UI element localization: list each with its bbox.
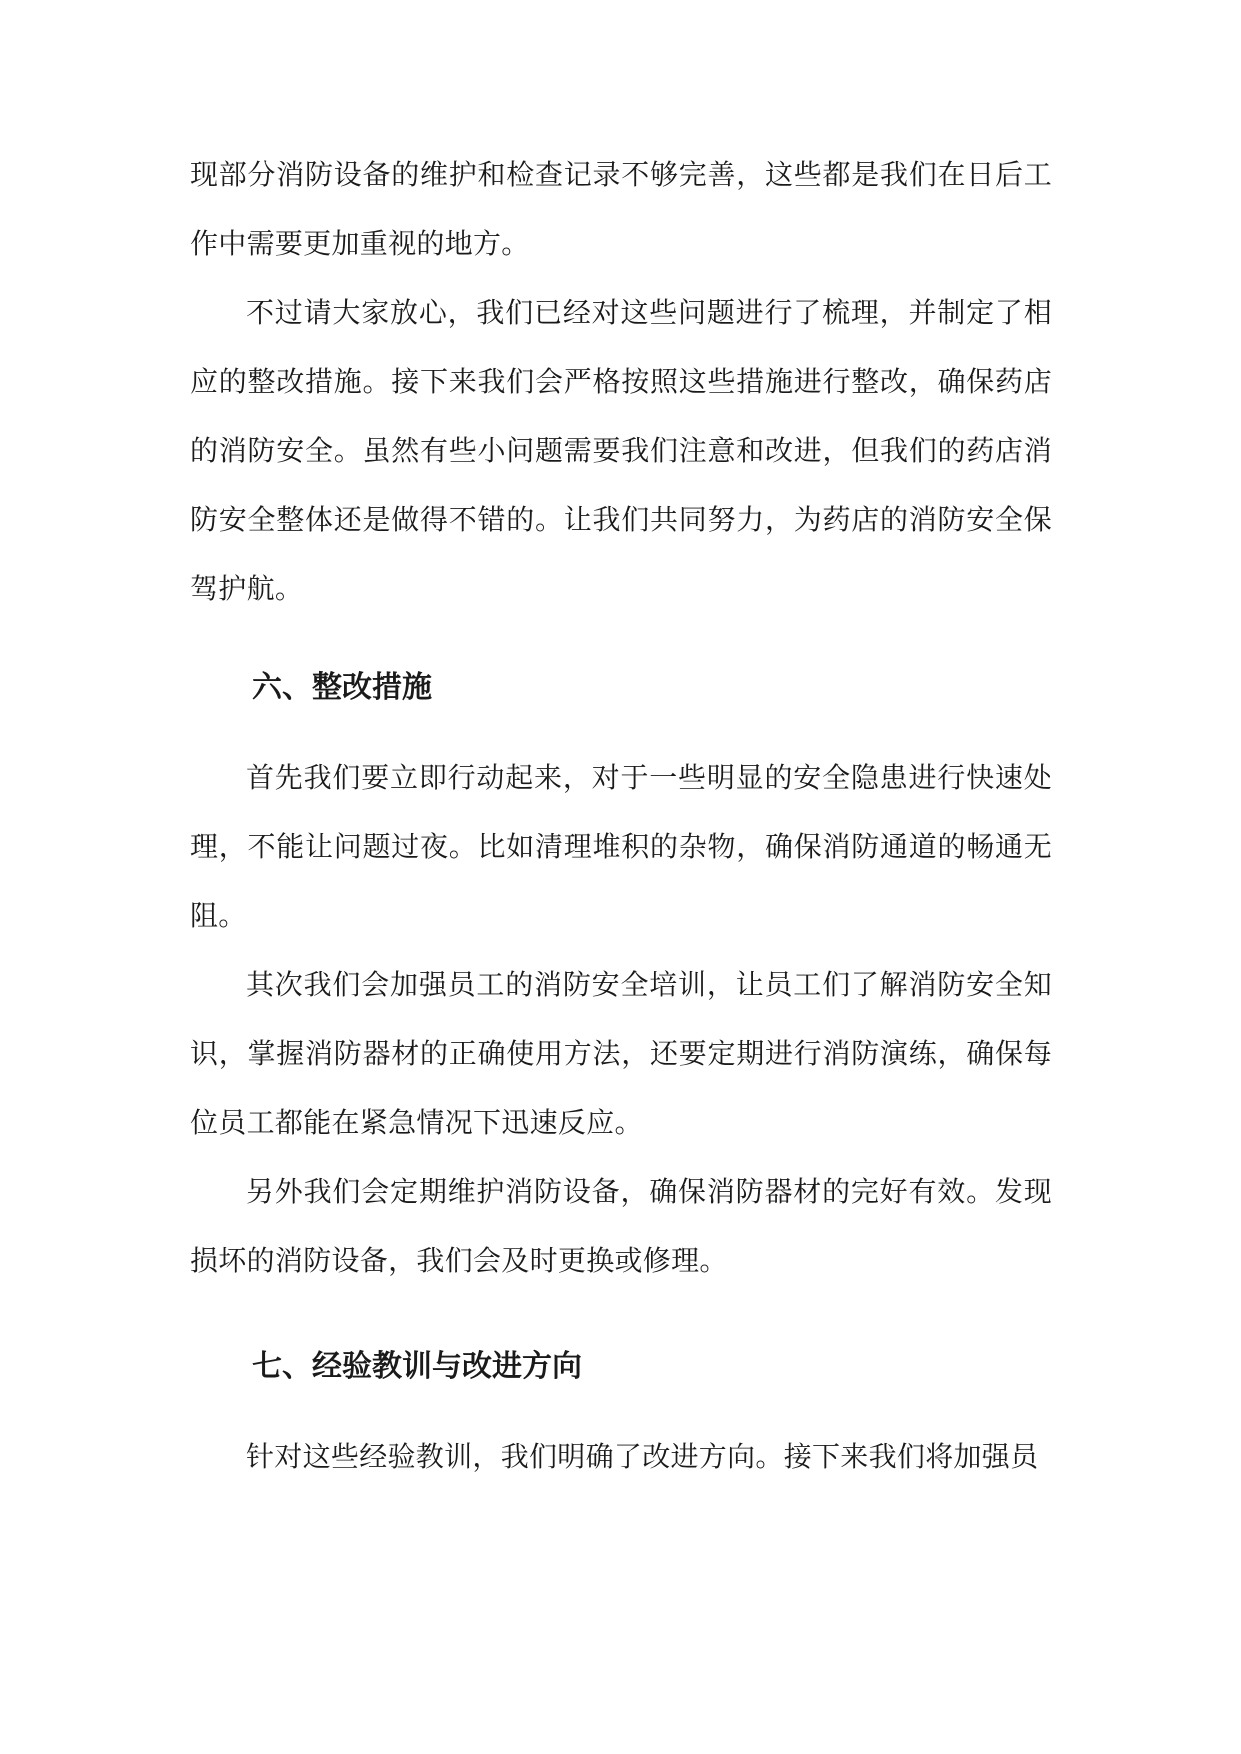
paragraph-immediate-action: 首先我们要立即行动起来，对于一些明显的安全隐患进行快速处理，不能让问题过夜。比如清理堆积的杂物，确保消防通道的畅通无阻。 bbox=[190, 761, 1052, 932]
paragraph-equipment-maintenance: 另外我们会定期维护消防设备，确保消防器材的完好有效。发现损坏的消防设备，我们会及时更换或修理。 bbox=[190, 1175, 1052, 1277]
document-body bbox=[190, 140, 1052, 1491]
section-heading-lessons: 七、经验教训与改进方向 bbox=[252, 1349, 582, 1384]
paragraph-reassurance: 不过请大家放心，我们已经对这些问题进行了梳理，并制定了相应的整改措施。接下来我们会严格按照这些措施进行整改，确保药店的消防安全。虽然有些小问题需要我们注意和改进，但我们的药店消防安全整体还是做得不错的。让我们共同努力，为药店的消防安全保驾护航。 bbox=[190, 296, 1052, 605]
paragraph-improvement-direction: 针对这些经验教训，我们明确了改进方向。接下来我们将加强员 bbox=[246, 1440, 1039, 1473]
paragraph-continuation: 现部分消防设备的维护和检查记录不够完善，这些都是我们在日后工作中需要更加重视的地方。 bbox=[190, 158, 1052, 260]
section-heading-rectification: 六、整改措施 bbox=[252, 670, 432, 705]
paragraph-staff-training: 其次我们会加强员工的消防安全培训，让员工们了解消防安全知识，掌握消防器材的正确使用方法，还要定期进行消防演练，确保每位员工都能在紧急情况下迅速反应。 bbox=[190, 968, 1052, 1139]
